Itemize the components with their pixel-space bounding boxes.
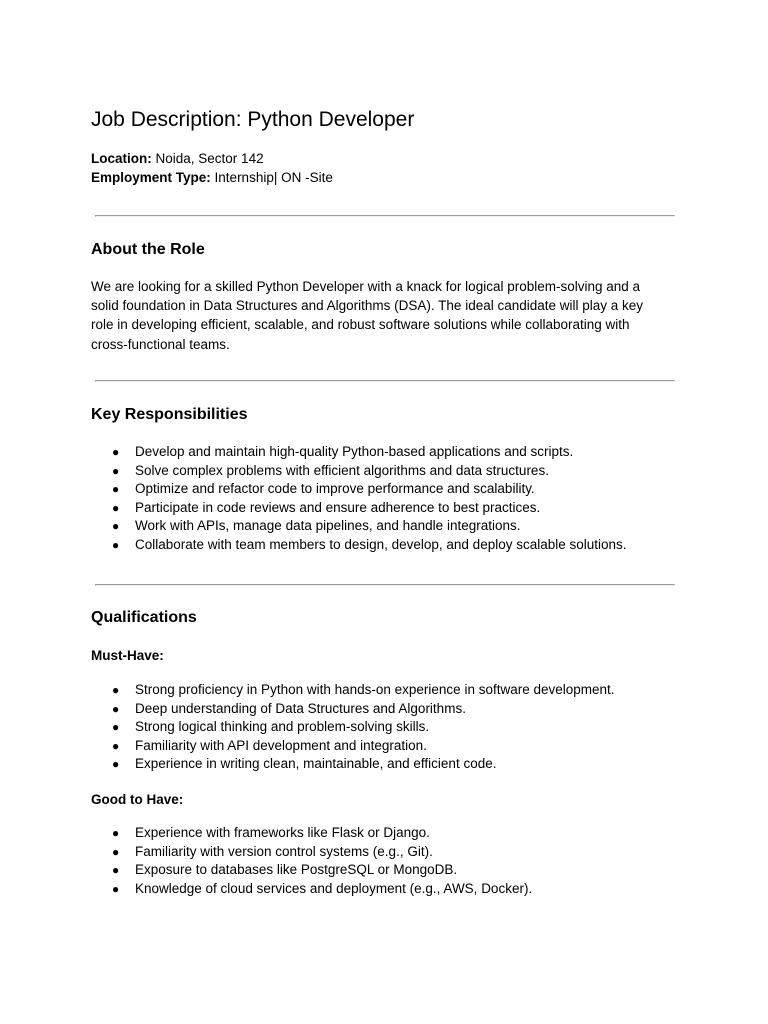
bullet-icon: ●	[112, 757, 120, 772]
bullet-icon: ●	[112, 683, 120, 697]
list-item	[91, 880, 691, 899]
bullet-icon: ●	[112, 844, 120, 859]
list-item	[91, 843, 691, 862]
location-label: Location:	[91, 151, 152, 166]
bullet-icon: ●	[112, 720, 120, 735]
page-title: Job Description: Python Developer	[91, 108, 415, 131]
list-item	[91, 517, 691, 536]
list-item-text: Experience in writing clean, maintainable, and efficient code.	[135, 756, 497, 772]
list-item-text: Collaborate with team members to design, develop, and deploy scalable solutions.	[135, 536, 627, 552]
bullet-icon: ●	[112, 519, 120, 534]
bullet-icon: ●	[112, 826, 120, 840]
list-item-text: Optimize and refactor code to improve performance and scalability.	[135, 481, 535, 497]
list-item	[91, 824, 691, 843]
bullet-icon: ●	[112, 482, 120, 497]
list-item-text: Deep understanding of Data Structures and Algorithms.	[135, 700, 466, 716]
list-item	[91, 499, 691, 518]
employment-type-line	[91, 169, 333, 187]
list-item	[91, 861, 691, 880]
list-item-text: Strong proficiency in Python with hands-on experience in software development.	[135, 682, 615, 697]
must-have-heading: Must-Have:	[91, 648, 164, 663]
bullet-icon: ●	[112, 463, 120, 478]
about-line: role in developing efficient, scalable, and robust software solutions while collaborating with	[91, 317, 630, 333]
about-line: solid foundation in Data Structures and Algorithms (DSA). The ideal candidate will play a key	[91, 298, 644, 314]
list-item-text: Work with APIs, manage data pipelines, and handle integrations.	[135, 518, 521, 534]
bullet-icon: ●	[112, 701, 120, 716]
list-item	[91, 737, 691, 756]
about-paragraph	[91, 277, 671, 354]
list-item	[91, 443, 691, 462]
list-item-text: Experience with frameworks like Flask or Django.	[135, 825, 430, 840]
bullet-icon: ●	[112, 738, 120, 753]
list-item-text: Develop and maintain high-quality Python-based applications and scripts.	[135, 444, 574, 459]
list-item	[91, 536, 691, 555]
list-item-text: Familiarity with version control systems (e.g., Git).	[135, 843, 433, 859]
divider	[95, 215, 675, 217]
about-line: We are looking for a skilled Python Developer with a knack for logical problem-solving and a	[91, 279, 641, 294]
employment-type-value: Internship| ON -Site	[214, 170, 333, 185]
list-item-text: Exposure to databases like PostgreSQL or MongoDB.	[135, 862, 458, 878]
good-to-have-heading: Good to Have:	[91, 792, 184, 807]
location-value: Noida, Sector 142	[155, 151, 264, 166]
about-line: cross-functional teams.	[91, 336, 230, 352]
divider	[95, 380, 675, 382]
bullet-icon: ●	[112, 863, 120, 878]
list-item-text: Solve complex problems with efficient algorithms and data structures.	[135, 462, 549, 478]
list-item-text: Familiarity with API development and integration.	[135, 737, 427, 753]
bullet-icon: ●	[112, 445, 120, 459]
divider	[95, 584, 675, 586]
about-heading: About the Role	[91, 241, 205, 258]
good-to-have-list	[91, 824, 691, 898]
list-item-text: Strong logical thinking and problem-solving skills.	[135, 719, 430, 735]
responsibilities-heading: Key Responsibilities	[91, 406, 248, 423]
employment-type-label: Employment Type:	[91, 170, 211, 185]
location-line	[91, 150, 264, 168]
must-have-list	[91, 681, 691, 774]
list-item	[91, 700, 691, 719]
list-item	[91, 755, 691, 774]
bullet-icon: ●	[112, 881, 120, 896]
responsibilities-list	[91, 443, 691, 555]
list-item-text: Knowledge of cloud services and deployment (e.g., AWS, Docker).	[135, 880, 533, 896]
list-item	[91, 681, 691, 700]
list-item	[91, 718, 691, 737]
list-item	[91, 480, 691, 499]
list-item-text: Participate in code reviews and ensure adherence to best practices.	[135, 499, 541, 515]
list-item	[91, 462, 691, 481]
qualifications-heading: Qualifications	[91, 609, 197, 626]
bullet-icon: ●	[112, 537, 120, 552]
bullet-icon: ●	[112, 500, 120, 515]
